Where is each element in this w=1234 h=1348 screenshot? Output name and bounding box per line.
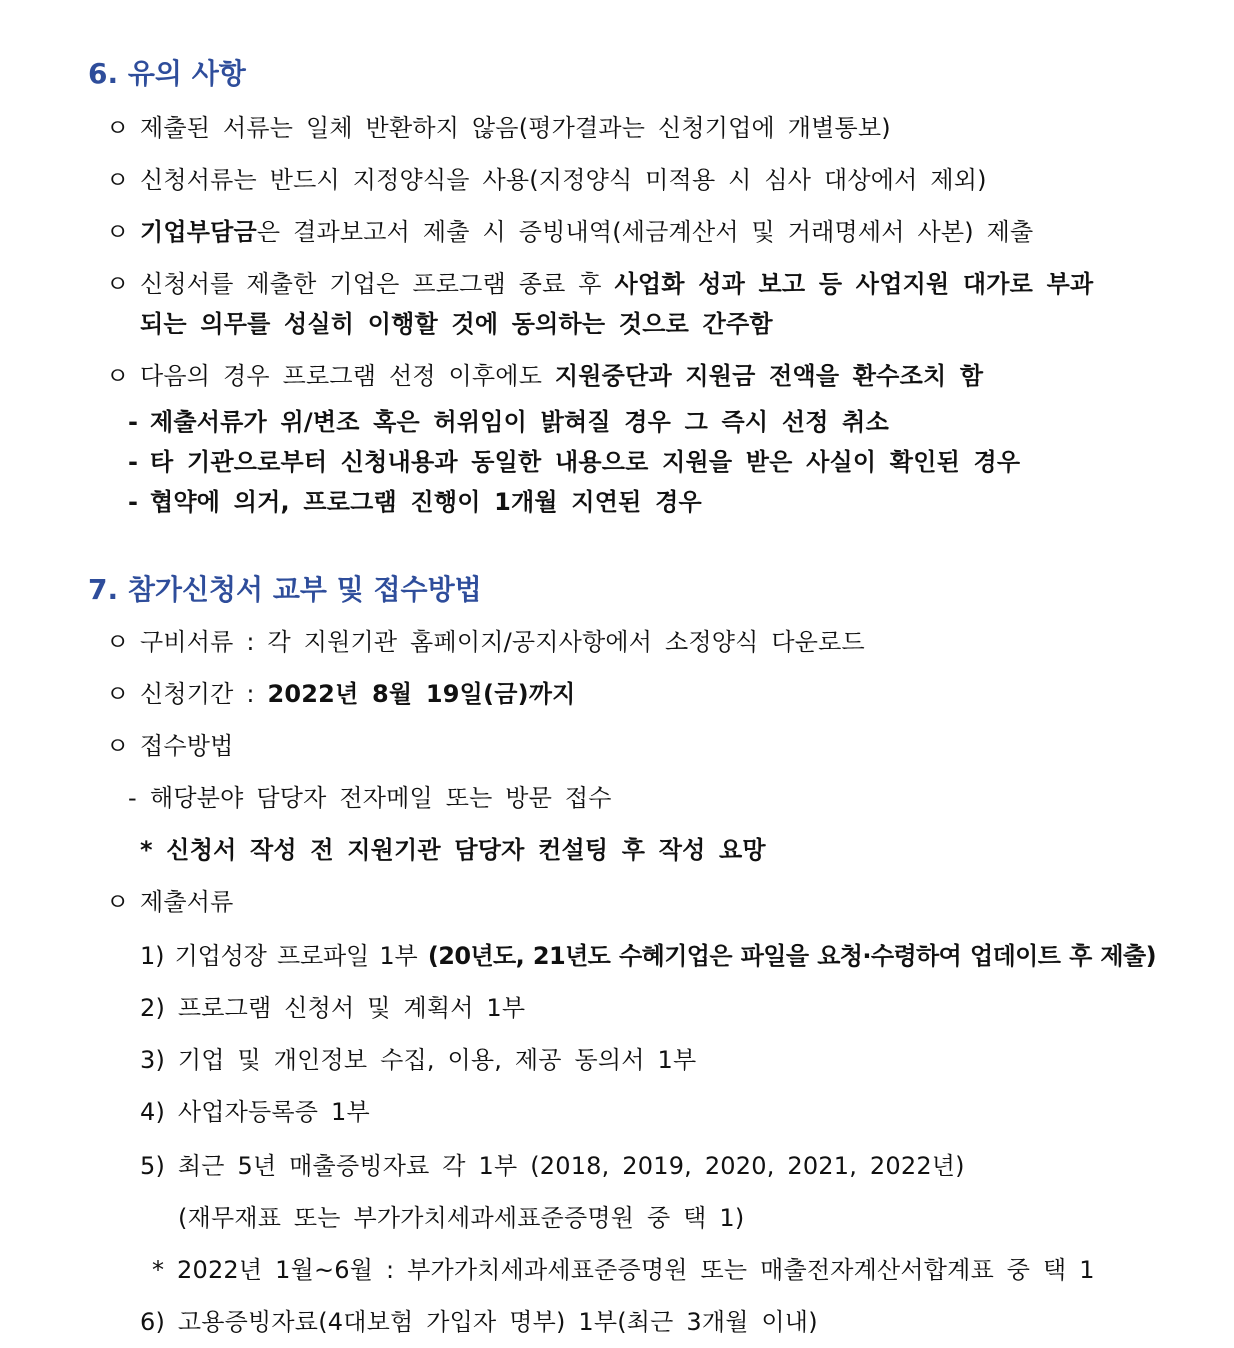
section-6-heading: 6. 유의 사항 <box>88 57 246 90</box>
doc-item-number: 3) <box>140 1046 166 1074</box>
apply-item-text: 신청기간 : <box>140 680 268 708</box>
doc-item-text: 최근 5년 매출증빙자료 각 1부 (2018, 2019, 2020, 2021, 2022년) <box>177 1152 965 1180</box>
circle-bullet-icon: ㅇ <box>106 362 130 390</box>
circle-bullet-icon: ㅇ <box>106 166 130 194</box>
notice-item-bold: 사업화 성과 보고 등 사업지원 대가로 부과 <box>614 270 1094 298</box>
method-note: * 신청서 작성 전 지원기관 담당자 컨설팅 후 작성 요망 <box>140 836 766 864</box>
circle-bullet-icon: ㅇ <box>106 218 130 246</box>
dash-marker: - <box>128 408 139 436</box>
dash-marker: - <box>128 448 139 476</box>
circle-bullet-icon: ㅇ <box>106 114 130 142</box>
doc-item-text: 사업자등록증 1부 <box>177 1098 370 1126</box>
notice-item-4-continuation: 되는 의무를 성실히 이행할 것에 동의하는 것으로 간주함 <box>140 310 773 338</box>
doc-item-5-note: * 2022년 1월~6월 : 부가가치세과세표준증명원 또는 매출전자계산서합계표 중 택 1 <box>152 1256 1095 1284</box>
section-7-heading: 7. 참가신청서 교부 및 접수방법 <box>88 573 482 606</box>
doc-item-number: 4) <box>140 1098 166 1126</box>
apply-item-2 <box>106 682 576 706</box>
apply-item-3 <box>106 734 234 758</box>
sub-item-text: 협약에 의거, 프로그램 진행이 1개월 지연된 경우 <box>150 488 702 516</box>
sub-item-2 <box>128 450 1020 474</box>
doc-item-bold: (20년도, 21년도 수혜기업은 파일을 요청·수령하여 업데이트 후 제출) <box>427 942 1156 970</box>
notice-item-bold: 기업부담금 <box>140 218 257 246</box>
docs-title-text: 제출서류 <box>140 888 234 916</box>
method-sub-text: 해당분야 담당자 전자메일 또는 방문 접수 <box>150 784 612 812</box>
circle-bullet-icon: ㅇ <box>106 628 130 656</box>
dash-marker: - <box>128 488 139 516</box>
doc-item-3 <box>140 1048 696 1072</box>
circle-bullet-icon: ㅇ <box>106 680 130 708</box>
notice-item-text: 다음의 경우 프로그램 선정 이후에도 <box>140 362 555 390</box>
apply-item-1 <box>106 630 865 654</box>
doc-item-text: 기업 및 개인정보 수집, 이용, 제공 동의서 1부 <box>177 1046 697 1074</box>
doc-item-text: 고용증빙자료(4대보험 가입자 명부) 1부(최근 3개월 이내) <box>177 1308 818 1336</box>
doc-item-6 <box>140 1310 818 1334</box>
sub-item-text: 타 기관으로부터 신청내용과 동일한 내용으로 지원을 받은 사실이 확인된 경우 <box>150 448 1021 476</box>
docs-title <box>106 890 234 914</box>
sub-item-1 <box>128 410 889 434</box>
doc-item-number: 6) <box>140 1308 166 1336</box>
notice-item-1 <box>106 116 891 140</box>
doc-item-5-sub: (재무재표 또는 부가가치세과세표준증명원 중 택 1) <box>178 1204 745 1232</box>
doc-item-1 <box>140 944 1156 968</box>
sub-item-text: 제출서류가 위/변조 혹은 허위임이 밝혀질 경우 그 즉시 선정 취소 <box>150 408 889 436</box>
circle-bullet-icon: ㅇ <box>106 270 130 298</box>
notice-item-text: 은 결과보고서 제출 시 증빙내역(세금계산서 및 거래명세서 사본) 제출 <box>256 218 1034 246</box>
notice-item-text: 제출된 서류는 일체 반환하지 않음(평가결과는 신청기업에 개별통보) <box>140 114 891 142</box>
method-sub-item <box>128 786 612 810</box>
apply-period-value: 2022년 8월 19일(금)까지 <box>267 680 576 708</box>
doc-item-5 <box>140 1154 965 1178</box>
doc-item-number: 2) <box>140 994 166 1022</box>
notice-item-2 <box>106 168 987 192</box>
doc-item-2 <box>140 996 525 1020</box>
doc-item-number: 1) <box>140 942 165 970</box>
dash-marker: - <box>128 784 137 812</box>
sub-item-3 <box>128 490 702 514</box>
notice-item-5 <box>106 364 983 388</box>
doc-item-number: 5) <box>140 1152 166 1180</box>
doc-item-text: 프로그램 신청서 및 계획서 1부 <box>177 994 526 1022</box>
notice-item-4 <box>106 272 1093 296</box>
notice-item-text: 신청서류는 반드시 지정양식을 사용(지정양식 미적용 시 심사 대상에서 제외) <box>140 166 987 194</box>
notice-item-3 <box>106 220 1033 244</box>
doc-item-4 <box>140 1100 370 1124</box>
doc-item-text: 기업성장 프로파일 1부 <box>174 942 428 970</box>
apply-item-text: 접수방법 <box>140 732 234 760</box>
notice-item-text: 신청서를 제출한 기업은 프로그램 종료 후 <box>140 270 615 298</box>
circle-bullet-icon: ㅇ <box>106 732 130 760</box>
notice-item-bold: 지원중단과 지원금 전액을 환수조치 함 <box>554 362 984 390</box>
apply-item-text: 구비서류 : 각 지원기관 홈페이지/공지사항에서 소정양식 다운로드 <box>140 628 865 656</box>
circle-bullet-icon: ㅇ <box>106 888 130 916</box>
